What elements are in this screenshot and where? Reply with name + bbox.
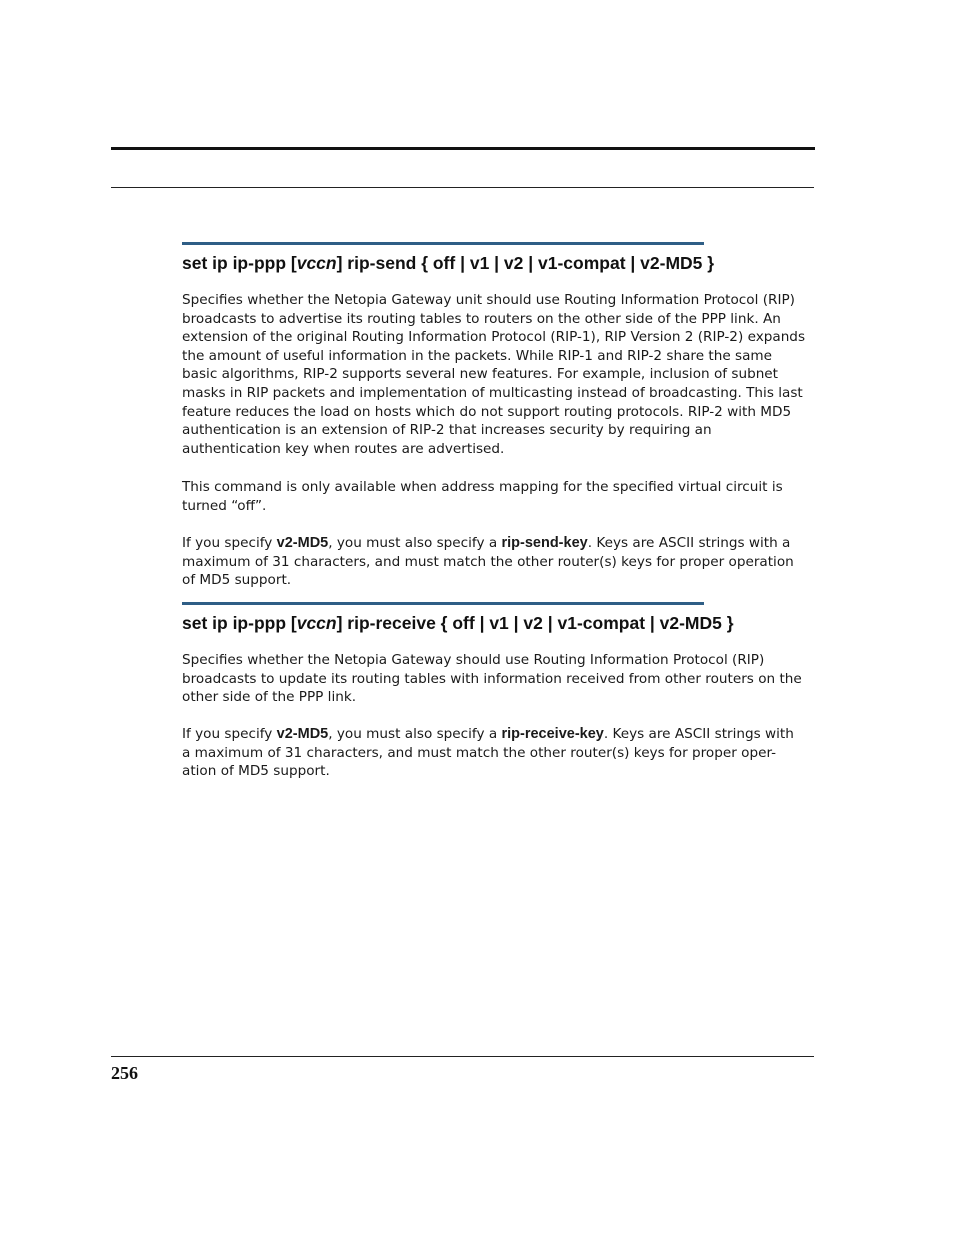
rip-receive-description: Specifies whether the Netopia Gateway should use Routing Information Protocol (RIP) broadcasts to update its routing tables with information received from other routers on the other side of the PPP link. <box>182 652 802 706</box>
rip-send-availability-note: This command is only available when address mapping for the specified virtual circuit is turned “off”. <box>182 479 783 514</box>
rip-receive-key-note: If you specify v2-MD5, you must also specify a rip-receive-key. Keys are ASCII strings with a maximum of 31 characters, and must match the other router(s) keys for proper oper-ation of MD5 support. <box>182 726 794 780</box>
rip-send-description: Specifies whether the Netopia Gateway unit should use Routing Information Protocol (RIP) broadcasts to advertise its routing tables to routers on the other side of the PPP link. An extension of the original Routing Information Protocol (RIP-1), RIP Version 2 (RIP-2) expands the amount of useful information in the packets. While RIP-1 and RIP-2 share the same basic algorithms, RIP-2 supports several new features. For example, inclusion of subnet masks in RIP packets and implementation of multicasting instead of broadcasting. This last feature reduces the load on hosts which do not support routing protocols. RIP-2 with MD5 authentication is an extension of RIP-2 that increases security by requiring an authentication key when routes are advertised. <box>182 292 806 457</box>
heading-param-vccn: vccn <box>296 613 337 633</box>
keyword-rip-receive-key: rip-receive-key <box>501 726 604 742</box>
keyword-v2-md5: v2-MD5 <box>276 726 329 742</box>
header-rule-thick <box>111 147 815 150</box>
footer-rule <box>111 1056 814 1057</box>
keyword-rip-send-key: rip-send-key <box>501 535 588 551</box>
section-divider-rip-receive <box>182 602 704 605</box>
section-divider-rip-send <box>182 242 704 245</box>
keyword-v2-md5: v2-MD5 <box>276 535 329 551</box>
page-number: 256 <box>111 1063 138 1083</box>
heading-rip-receive: set ip ip-ppp [vccn] rip-receive { off | v1 | v2 | v1-compat | v2-MD5 } <box>182 613 734 633</box>
heading-param-vccn: vccn <box>296 253 337 273</box>
heading-rip-send: set ip ip-ppp [vccn] rip-send { off | v1 | v2 | v1-compat | v2-MD5 } <box>182 253 715 273</box>
header-rule-thin <box>111 187 814 188</box>
rip-send-key-note: If you specify v2-MD5, you must also specify a rip-send-key. Keys are ASCII strings with a maximum of 31 characters, and must match the other router(s) keys for proper operation of MD5 support. <box>182 535 794 589</box>
